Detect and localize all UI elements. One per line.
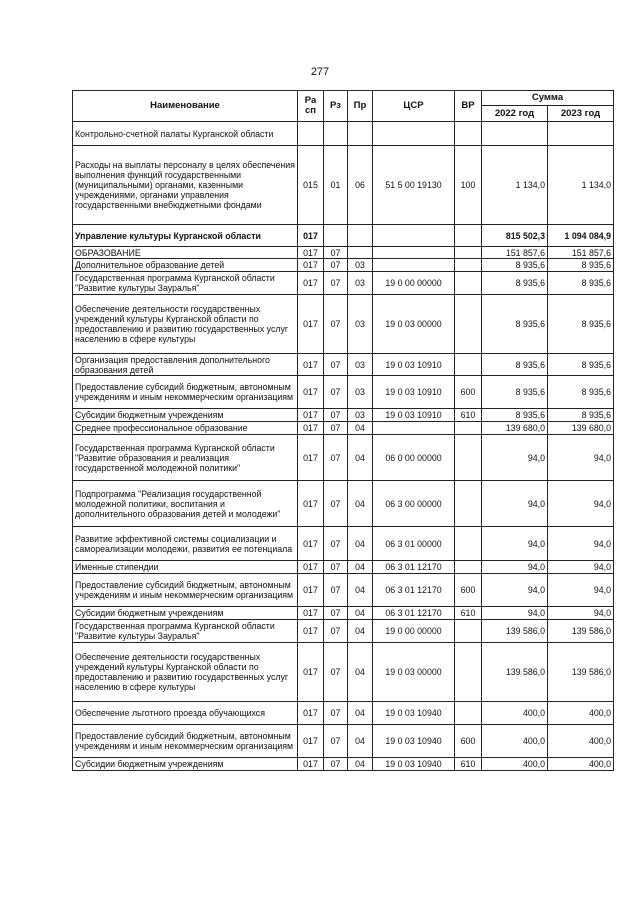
table-cell-rz: 07 <box>324 527 348 561</box>
table-cell-rasp: 017 <box>298 247 324 259</box>
table-cell-vr <box>455 643 482 702</box>
table-cell-name: Государственная программа Курганской области "Развитие культуры Зауралья" <box>73 272 298 295</box>
table-cell-rasp: 017 <box>298 527 324 561</box>
table-row <box>73 527 614 561</box>
table-cell-pr: 03 <box>348 295 373 354</box>
table-cell-rz: 07 <box>324 574 348 607</box>
table-row <box>73 435 614 481</box>
table-cell-pr: 03 <box>348 409 373 422</box>
table-cell-vr <box>455 620 482 643</box>
table-cell-csr: 51 5 00 19130 <box>373 146 455 225</box>
table-cell-rz: 07 <box>324 643 348 702</box>
table-cell-vr: 610 <box>455 409 482 422</box>
table-cell-name: Предоставление субсидий бюджетным, автономным учреждениям и иным некоммерческим организациям <box>73 725 298 758</box>
table-cell-csr: 19 0 00 00000 <box>373 272 455 295</box>
budget-table <box>72 90 614 771</box>
table-cell-rz: 07 <box>324 620 348 643</box>
table-cell-2022: 94,0 <box>482 607 548 620</box>
table-cell-2023: 139 586,0 <box>548 620 614 643</box>
table-cell-name: Именные стипендии <box>73 561 298 574</box>
table-cell-2022: 1 134,0 <box>482 146 548 225</box>
table-cell-2022 <box>482 122 548 146</box>
table-cell-rasp: 017 <box>298 225 324 247</box>
table-cell-pr: 04 <box>348 702 373 725</box>
table-cell-csr <box>373 259 455 272</box>
table-cell-rz: 07 <box>324 725 348 758</box>
table-cell-2023: 94,0 <box>548 481 614 527</box>
table-cell-vr: 100 <box>455 146 482 225</box>
table-cell-csr: 06 3 01 12170 <box>373 607 455 620</box>
table-cell-pr: 03 <box>348 376 373 409</box>
table-cell-2023: 151 857,6 <box>548 247 614 259</box>
table-cell-pr: 04 <box>348 607 373 620</box>
table-cell-2023: 94,0 <box>548 574 614 607</box>
table-cell-2022: 151 857,6 <box>482 247 548 259</box>
table-cell-vr <box>455 122 482 146</box>
table-cell-rz: 07 <box>324 422 348 435</box>
table-cell-name: Предоставление субсидий бюджетным, автономным учреждениям и иным некоммерческим организациям <box>73 376 298 409</box>
table-cell-name: Субсидии бюджетным учреждениям <box>73 409 298 422</box>
table-cell-2023: 8 935,6 <box>548 354 614 376</box>
table-cell-csr <box>373 422 455 435</box>
table-cell-pr <box>348 225 373 247</box>
table-cell-csr: 19 0 03 10910 <box>373 376 455 409</box>
table-cell-2023: 8 935,6 <box>548 295 614 354</box>
table-cell-2023: 8 935,6 <box>548 259 614 272</box>
table-cell-rasp: 017 <box>298 725 324 758</box>
table-cell-2023: 400,0 <box>548 725 614 758</box>
table-cell-rasp: 017 <box>298 295 324 354</box>
table-cell-rz: 07 <box>324 272 348 295</box>
table-cell-name: Подпрограмма "Реализация государственной молодежной политики, воспитания и дополнительного образования детей и молодежи" <box>73 481 298 527</box>
table-cell-rz: 07 <box>324 435 348 481</box>
table-cell-rasp: 017 <box>298 259 324 272</box>
table-cell-2023 <box>548 122 614 146</box>
table-cell-name: Дополнительное образование детей <box>73 259 298 272</box>
table-cell-name: Субсидии бюджетным учреждениям <box>73 758 298 771</box>
table-cell-2023: 8 935,6 <box>548 409 614 422</box>
table-cell-csr: 19 0 03 10910 <box>373 409 455 422</box>
table-row <box>73 409 614 422</box>
table-row <box>73 725 614 758</box>
table-cell-csr: 19 0 03 10940 <box>373 725 455 758</box>
table-row <box>73 295 614 354</box>
table-cell-vr <box>455 527 482 561</box>
table-cell-csr: 19 0 03 00000 <box>373 295 455 354</box>
table-cell-2022: 94,0 <box>482 481 548 527</box>
header-name: Наименование <box>73 91 298 122</box>
table-cell-rasp: 017 <box>298 758 324 771</box>
table-cell-vr <box>455 422 482 435</box>
table-cell-2022: 8 935,6 <box>482 259 548 272</box>
table-cell-pr: 04 <box>348 481 373 527</box>
table-cell-vr <box>455 259 482 272</box>
table-cell-rasp: 017 <box>298 272 324 295</box>
table-cell-name: ОБРАЗОВАНИЕ <box>73 247 298 259</box>
table-cell-2022: 139 680,0 <box>482 422 548 435</box>
table-cell-2023: 1 134,0 <box>548 146 614 225</box>
table-cell-csr: 06 3 01 00000 <box>373 527 455 561</box>
table-cell-rz: 01 <box>324 146 348 225</box>
table-cell-vr <box>455 702 482 725</box>
table-cell-name: Организация предоставления дополнительного образования детей <box>73 354 298 376</box>
table-row <box>73 225 614 247</box>
table-cell-csr <box>373 225 455 247</box>
table-cell-vr <box>455 247 482 259</box>
table-cell-2022: 8 935,6 <box>482 295 548 354</box>
table-cell-vr: 600 <box>455 725 482 758</box>
table-cell-csr: 06 3 01 12170 <box>373 561 455 574</box>
table-cell-rasp: 017 <box>298 643 324 702</box>
table-cell-rasp: 017 <box>298 376 324 409</box>
table-row <box>73 376 614 409</box>
table-cell-vr <box>455 225 482 247</box>
table-cell-pr: 03 <box>348 354 373 376</box>
table-cell-rz: 07 <box>324 259 348 272</box>
table-cell-csr: 19 0 03 10940 <box>373 702 455 725</box>
table-cell-rasp: 017 <box>298 561 324 574</box>
table-cell-vr <box>455 481 482 527</box>
table-cell-2022: 8 935,6 <box>482 409 548 422</box>
table-cell-rz <box>324 122 348 146</box>
table-cell-rasp: 017 <box>298 607 324 620</box>
table-cell-pr: 03 <box>348 259 373 272</box>
table-cell-pr <box>348 122 373 146</box>
table-cell-rz: 07 <box>324 409 348 422</box>
table-cell-rz: 07 <box>324 561 348 574</box>
table-cell-2023: 139 680,0 <box>548 422 614 435</box>
table-row <box>73 481 614 527</box>
table-row <box>73 122 614 146</box>
table-cell-pr: 03 <box>348 272 373 295</box>
table-cell-csr: 19 0 03 00000 <box>373 643 455 702</box>
table-cell-rz: 07 <box>324 607 348 620</box>
table-cell-csr: 06 3 01 12170 <box>373 574 455 607</box>
table-cell-name: Обеспечение деятельности государственных учреждений культуры Курганской области по предоставлению и развитию государственных услуг населению в сфере культуры <box>73 295 298 354</box>
table-body <box>73 122 614 771</box>
table-cell-rz: 07 <box>324 481 348 527</box>
table-cell-2023: 8 935,6 <box>548 272 614 295</box>
table-cell-2023: 1 094 084,9 <box>548 225 614 247</box>
table-cell-2022: 400,0 <box>482 758 548 771</box>
table-cell-rasp: 017 <box>298 574 324 607</box>
table-cell-csr <box>373 122 455 146</box>
table-cell-rasp: 017 <box>298 702 324 725</box>
table-cell-rz <box>324 225 348 247</box>
table-cell-vr <box>455 435 482 481</box>
header-vr: ВР <box>455 91 482 122</box>
table-cell-pr <box>348 247 373 259</box>
table-cell-2022: 139 586,0 <box>482 643 548 702</box>
table-row <box>73 607 614 620</box>
table-row <box>73 561 614 574</box>
table-cell-vr <box>455 354 482 376</box>
table-cell-name: Государственная программа Курганской области "Развитие культуры Зауралья" <box>73 620 298 643</box>
table-cell-pr: 04 <box>348 435 373 481</box>
table-row <box>73 702 614 725</box>
table-cell-csr: 19 0 03 10940 <box>373 758 455 771</box>
table-row <box>73 272 614 295</box>
table-cell-pr: 04 <box>348 643 373 702</box>
table-cell-vr: 600 <box>455 376 482 409</box>
table-cell-2023: 94,0 <box>548 527 614 561</box>
table-cell-vr: 610 <box>455 607 482 620</box>
table-cell-2023: 94,0 <box>548 561 614 574</box>
table-row <box>73 574 614 607</box>
table-cell-vr <box>455 561 482 574</box>
table-cell-2022: 8 935,6 <box>482 354 548 376</box>
table-cell-2022: 8 935,6 <box>482 376 548 409</box>
table-cell-name: Развитие эффективной системы социализации и самореализации молодежи, развития ее потенциала <box>73 527 298 561</box>
table-cell-2022: 400,0 <box>482 725 548 758</box>
table-cell-vr <box>455 272 482 295</box>
table-cell-pr: 04 <box>348 725 373 758</box>
table-cell-name: Контрольно-счетной палаты Курганской области <box>73 122 298 146</box>
table-cell-pr: 04 <box>348 574 373 607</box>
table-row <box>73 422 614 435</box>
table-cell-name: Предоставление субсидий бюджетным, автономным учреждениям и иным некоммерческим организациям <box>73 574 298 607</box>
page-number: 277 <box>310 66 330 78</box>
table-cell-rasp: 017 <box>298 409 324 422</box>
table-cell-rasp: 017 <box>298 422 324 435</box>
table-cell-csr <box>373 247 455 259</box>
header-csr: ЦСР <box>373 91 455 122</box>
table-cell-2023: 94,0 <box>548 435 614 481</box>
table-cell-rasp: 017 <box>298 354 324 376</box>
table-cell-csr: 19 0 03 10910 <box>373 354 455 376</box>
table-cell-csr: 06 3 00 00000 <box>373 481 455 527</box>
table-cell-2022: 139 586,0 <box>482 620 548 643</box>
table-cell-rz: 07 <box>324 376 348 409</box>
table-cell-rz: 07 <box>324 758 348 771</box>
table-cell-rasp: 017 <box>298 435 324 481</box>
table-cell-name: Обеспечение деятельности государственных учреждений культуры Курганской области по предоставлению и развитию государственных услуг населению в сфере культуры <box>73 643 298 702</box>
table-cell-vr <box>455 295 482 354</box>
table-cell-pr: 04 <box>348 527 373 561</box>
table-cell-name: Управление культуры Курганской области <box>73 225 298 247</box>
table-cell-rasp: 015 <box>298 146 324 225</box>
header-pr: Пр <box>348 91 373 122</box>
table-cell-vr: 610 <box>455 758 482 771</box>
table-cell-pr: 06 <box>348 146 373 225</box>
table-cell-rasp <box>298 122 324 146</box>
table-cell-2023: 94,0 <box>548 607 614 620</box>
table-row <box>73 247 614 259</box>
table-row <box>73 620 614 643</box>
table-cell-rasp: 017 <box>298 620 324 643</box>
header-year-2022: 2022 год <box>482 106 548 122</box>
table-cell-2022: 94,0 <box>482 527 548 561</box>
table-cell-2023: 400,0 <box>548 702 614 725</box>
table-row <box>73 758 614 771</box>
table-cell-2022: 400,0 <box>482 702 548 725</box>
table-row <box>73 259 614 272</box>
table-row <box>73 354 614 376</box>
table-cell-rasp: 017 <box>298 481 324 527</box>
table-cell-csr: 19 0 00 00000 <box>373 620 455 643</box>
header-rz: Рз <box>324 91 348 122</box>
table-row <box>73 146 614 225</box>
header-razdel: Ра сп <box>298 91 324 122</box>
header-year-2023: 2023 год <box>548 106 614 122</box>
table-cell-name: Субсидии бюджетным учреждениям <box>73 607 298 620</box>
table-row <box>73 643 614 702</box>
table-cell-2022: 94,0 <box>482 435 548 481</box>
table-cell-pr: 04 <box>348 758 373 771</box>
table-cell-vr: 600 <box>455 574 482 607</box>
table-cell-rz: 07 <box>324 247 348 259</box>
table-cell-2023: 139 586,0 <box>548 643 614 702</box>
table-cell-name: Среднее профессиональное образование <box>73 422 298 435</box>
table-cell-2022: 94,0 <box>482 574 548 607</box>
table-cell-pr: 04 <box>348 422 373 435</box>
table-cell-2022: 815 502,3 <box>482 225 548 247</box>
table-cell-2023: 8 935,6 <box>548 376 614 409</box>
table-cell-name: Обеспечение льготного проезда обучающихся <box>73 702 298 725</box>
table-cell-csr: 06 0 00 00000 <box>373 435 455 481</box>
table-cell-name: Государственная программа Курганской области "Развитие образования и реализация государственной молодежной политики" <box>73 435 298 481</box>
table-cell-rz: 07 <box>324 295 348 354</box>
table-cell-rz: 07 <box>324 702 348 725</box>
header-sum: Сумма <box>482 91 614 106</box>
table-cell-pr: 04 <box>348 561 373 574</box>
table-cell-name: Расходы на выплаты персоналу в целях обеспечения выполнения функций государственными (муниципальными) органами, казенными учреждениями, органами управления государственными внебюджетными фондами <box>73 146 298 225</box>
table-cell-2022: 94,0 <box>482 561 548 574</box>
table-cell-rz: 07 <box>324 354 348 376</box>
table-cell-2023: 400,0 <box>548 758 614 771</box>
table-cell-2022: 8 935,6 <box>482 272 548 295</box>
table-cell-pr: 04 <box>348 620 373 643</box>
